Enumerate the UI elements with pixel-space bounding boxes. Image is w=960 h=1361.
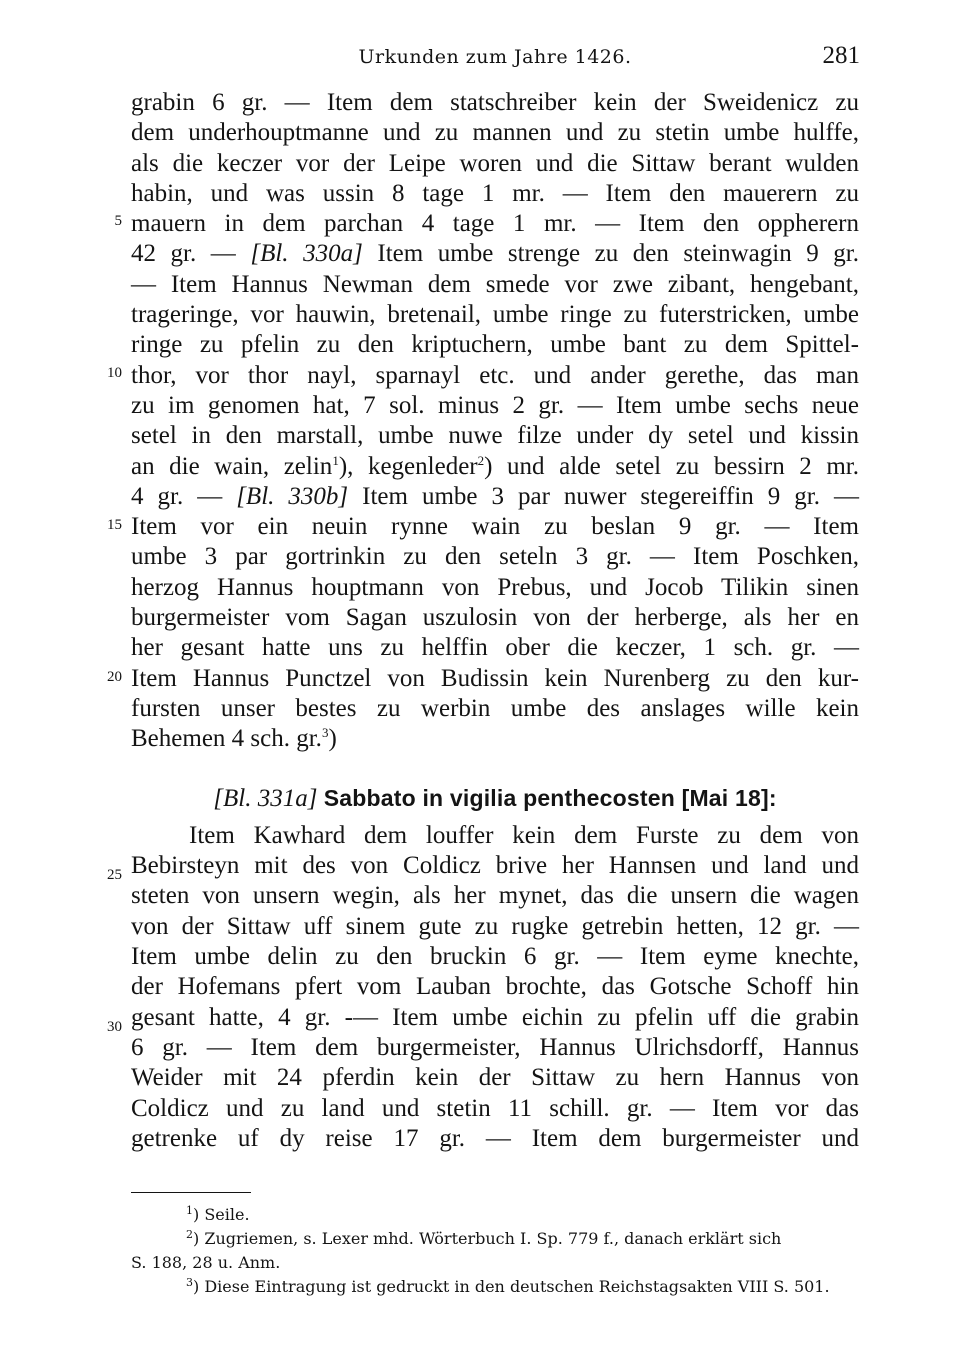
folio-reference: [Bl. 330a] <box>250 240 363 268</box>
text-line: fursten unser bestes zu werbin umbe des anslages wille kein <box>131 694 859 722</box>
footnote-number: 1 <box>186 1204 193 1217</box>
line-number: 5 <box>114 213 122 229</box>
text-line <box>131 724 859 754</box>
text-line: getrenke uf dy reise 17 gr. — Item dem burgermeister und <box>131 1124 859 1152</box>
text-line: 6 gr. — Item dem burgermeister, Hannus Ulrichsdorff, Hannus <box>131 1033 859 1061</box>
running-head <box>130 40 860 80</box>
running-title: Urkunden zum Jahre 1426. <box>358 46 632 68</box>
section-title: Sabbato in vigilia penthecosten [Mai 18]: <box>323 784 777 811</box>
footnote <box>186 1275 866 1299</box>
text-span: ) und alde setel zu bessirn 2 mr. <box>484 452 860 480</box>
text-line: umbe 3 par gortrinkin zu den seteln 3 gr. — Item Poschken, <box>131 543 859 571</box>
line-number: 25 <box>107 867 122 883</box>
text-line: der Hofemans pfert vom Lauban brochte, das Gotsche Schoff hin <box>131 973 859 1001</box>
line-number: 10 <box>107 365 122 381</box>
text-line: mauern in dem parchan 4 tage 1 mr. — Item den oppherern <box>131 210 859 238</box>
text-line: von der Sittaw uff sinem gute zu rugke getrebin hetten, 12 gr. — <box>131 912 859 940</box>
page-number: 281 <box>822 42 860 69</box>
line-number: 20 <box>107 669 122 685</box>
footnote-rule <box>131 1192 251 1193</box>
text-span: Behemen 4 sch. gr. <box>131 725 322 753</box>
text-span: Item umbe strenge zu den steinwagin 9 gr. <box>362 240 859 268</box>
footnote <box>186 1227 866 1251</box>
text-span: an die wain, zelin <box>131 452 333 480</box>
footnote <box>186 1203 866 1227</box>
text-span: ), kegenleder <box>338 452 478 480</box>
footnote-marker: 3 <box>321 725 329 741</box>
body-text <box>131 88 859 1154</box>
text-line: Item Hannus Punctzel von Budissin kein Nurenberg zu den kur- <box>131 664 859 692</box>
folio-reference: [Bl. 330b] <box>236 482 349 510</box>
text-span: ) <box>328 725 337 753</box>
footnotes <box>131 1203 866 1299</box>
text-line <box>131 452 859 482</box>
text-span: 42 gr. — <box>131 240 251 268</box>
text-line: als die keczer vor der Leipe woren und die Sittaw berant wulden <box>131 149 859 177</box>
line-number: 15 <box>107 517 122 533</box>
text-line: zu im genomen hat, 7 sol. minus 2 gr. — Item umbe sechs neue <box>131 391 859 419</box>
footnote-number: 2 <box>186 1228 193 1241</box>
text-line <box>131 482 859 512</box>
text-line: grabin 6 gr. — Item dem statschreiber kein der Sweidenicz zu <box>131 89 859 116</box>
text-line: setel in den marstall, umbe nuwe filze under dy setel und kissin <box>131 422 859 450</box>
text-line: habin, und was ussin 8 tage 1 mr. — Item den mauerern zu <box>131 179 859 207</box>
footnote-number: 3 <box>186 1276 193 1289</box>
text-span: 4 gr. — <box>131 482 237 510</box>
text-line: dem underhouptmanne und zu mannen und zu stetin umbe hulffe, <box>131 119 859 147</box>
section-heading <box>131 783 859 813</box>
text-line: Item Kawhard dem louffer kein dem Furste zu dem von <box>189 821 859 849</box>
text-line: Bebirsteyn mit des von Coldicz brive her Hannsen und land und <box>131 852 859 880</box>
folio-reference: [Bl. 331a] <box>213 784 318 812</box>
text-line: herzog Hannus houptmann von Prebus, und Jocob Tilikin sinen <box>131 573 859 601</box>
footnote-marker: 1 <box>332 452 339 468</box>
text-line: Item umbe delin zu den bruckin 6 gr. — Item eyme knechte, <box>131 943 859 971</box>
text-line: gesant hatte, 4 gr. -— Item umbe eichin zu pfelin uff die grabin <box>131 1003 859 1031</box>
text-line: Item vor ein neuin rynne wain zu beslan 9 gr. — Item <box>131 513 859 541</box>
line-number-margin <box>100 0 126 1361</box>
text-line <box>131 239 859 269</box>
text-span: Item umbe 3 par nuwer stegereiffin 9 gr. — <box>348 482 859 510</box>
text-line: Coldicz und zu land und stetin 11 schill. gr. — Item vor das <box>131 1094 859 1122</box>
text-line: — Item Hannus Newman dem smede vor zwe zibant, hengebant, <box>131 270 859 298</box>
footnote-text: ) Zugriemen, s. Lexer mhd. Wörterbuch I. Sp. 779 f., danach erklärt sich <box>193 1229 782 1248</box>
text-line: thor, vor thor nayl, sparnayl etc. und ander gerethe, das man <box>131 361 859 389</box>
footnote-text: ) Diese Eintragung ist gedruckt in den deutschen Reichstagsakten VIII S. 501. <box>193 1277 830 1296</box>
text-line: trageringe, vor hauwin, bretenail, umbe ringe zu futerstricken, umbe <box>131 301 859 329</box>
text-line: steten von unsern wegin, als her mynet, das die unsern die wagen <box>131 882 859 910</box>
text-line: her gesant hatte uns zu helffin ober die keczer, 1 sch. gr. — <box>131 634 859 662</box>
line-number: 30 <box>107 1019 122 1035</box>
footnote-continuation: S. 188, 28 u. Anm. <box>131 1253 281 1272</box>
footnote-marker: 2 <box>477 452 485 468</box>
text-line: Weider mit 24 pferdin kein der Sittaw zu hern Hannus von <box>131 1064 859 1092</box>
footnote-text: ) Seile. <box>193 1205 250 1224</box>
text-line: burgermeister vom Sagan uszulosin von der herberge, als her en <box>131 604 859 632</box>
text-line: ringe zu pfelin zu den kriptuchern, umbe bant zu dem Spittel- <box>131 331 859 359</box>
